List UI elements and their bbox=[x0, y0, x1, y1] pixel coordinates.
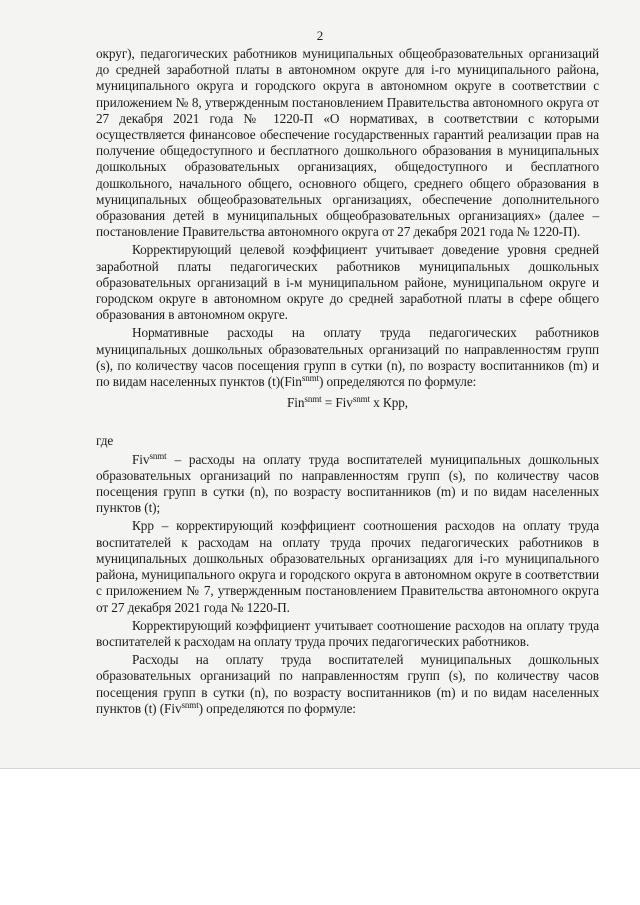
definition-text: – расходы на оплату труда воспитателей муниципальных дошкольных образовательных организаций по направленностям групп (s), по количеству часов посещения групп в сутки (n), по возрасту воспитанников (m) и по видам населенных пунктов (t); bbox=[96, 451, 599, 516]
definition-kpp bbox=[96, 518, 599, 615]
paragraph-tail: ) определяются по формуле: bbox=[198, 700, 356, 716]
document-body bbox=[96, 44, 599, 717]
paragraph-target-coefficient: Корректирующий целевой коэффициент учитывает доведение уровня средней заработной платы педагогических работников муниципальных дошкольных образовательных организаций в i-м муниципальном районе, муниципальном округе и городском округе в автономном округе до средней заработной платы в сфере общего образования в автономном округе. bbox=[96, 242, 599, 323]
paragraph-correction-coefficient: Корректирующий коэффициент учитывает соотношение расходов на оплату труда воспитателей к расходам на оплату труда прочих педагогических работников. bbox=[96, 617, 599, 649]
formula-rhs: x Кpp, bbox=[369, 395, 409, 411]
paragraph-text: Нормативные расходы на оплату труда педагогических работников муниципальных дошкольных образовательных организаций по направленностям групп (s), по количеству часов посещения групп в сутки (n), по возрасту воспитанников (m) и по видам населенных пунктов (t)(Fin bbox=[96, 325, 599, 390]
definition-term: Кpp bbox=[132, 518, 154, 534]
formula-lhs: Fin bbox=[286, 395, 305, 411]
definition-text: – корректирующий коэффициент соотношения расходов на оплату труда воспитателей к расходам на оплату труда прочих педагогических работников в муниципальных дошкольных образовательных организациях для i-го муниципального района, муниципального округа и городского округа в автономном округе в соответствии с приложением № 7, утвержденным постановлением Правительства автономного округа от 27 декабря 2021 года № 1220-П. bbox=[96, 518, 599, 615]
formula bbox=[96, 395, 599, 411]
formula-rhs-superscript: snmt bbox=[352, 394, 370, 405]
page-number: 2 bbox=[316, 28, 324, 43]
paragraph-continuation: округ), педагогических работников муниципальных общеобразовательных организаций до средней заработной платы в автономном округе для i-го муниципального района, муниципального округа и городского округа в автономном округе в соответствии с приложением № 8, утвержденным постановлением Правительства автономного округа от 27 декабря 2021 года № 1220-П «О нормативах, в соответствии с которыми осуществляется финансовое обеспечение государственных гарантий реализации прав на получение общедоступного и бесплатного дошкольного образования в муниципальных дошкольных образовательных организациях, общедоступного и бесплатного дошкольного, начального общего, основного общего, среднего общего образования в муниципальных общеобразовательных организациях, обеспечение дополнительного образования детей в муниципальных общеобразовательных организациях» (далее – постановление Правительства автономного округа от 27 декабря 2021 года № 1220-П). bbox=[96, 46, 599, 240]
paragraph-normative-expenses bbox=[96, 325, 599, 390]
formula-lhs-superscript: snmt bbox=[304, 394, 322, 405]
definition-term-superscript: snmt bbox=[149, 450, 167, 461]
paragraph-text: Расходы на оплату труда воспитателей муниципальных дошкольных образовательных организаций по направленностям групп (s), по количеству часов посещения групп в сутки (n), по возрасту воспитанников (m) и по видам населенных пунктов (t) (Fiv bbox=[96, 652, 599, 716]
superscript: snmt bbox=[181, 699, 199, 710]
where-label: где bbox=[96, 433, 114, 449]
superscript: snmt bbox=[301, 373, 319, 384]
paragraph-educator-expenses bbox=[96, 652, 599, 717]
definition-term: Fiv bbox=[132, 451, 150, 467]
formula-eq: = Fiv bbox=[321, 395, 353, 411]
definition-fiv bbox=[96, 452, 599, 517]
paragraph-tail: ) определяются по формуле: bbox=[318, 374, 477, 390]
